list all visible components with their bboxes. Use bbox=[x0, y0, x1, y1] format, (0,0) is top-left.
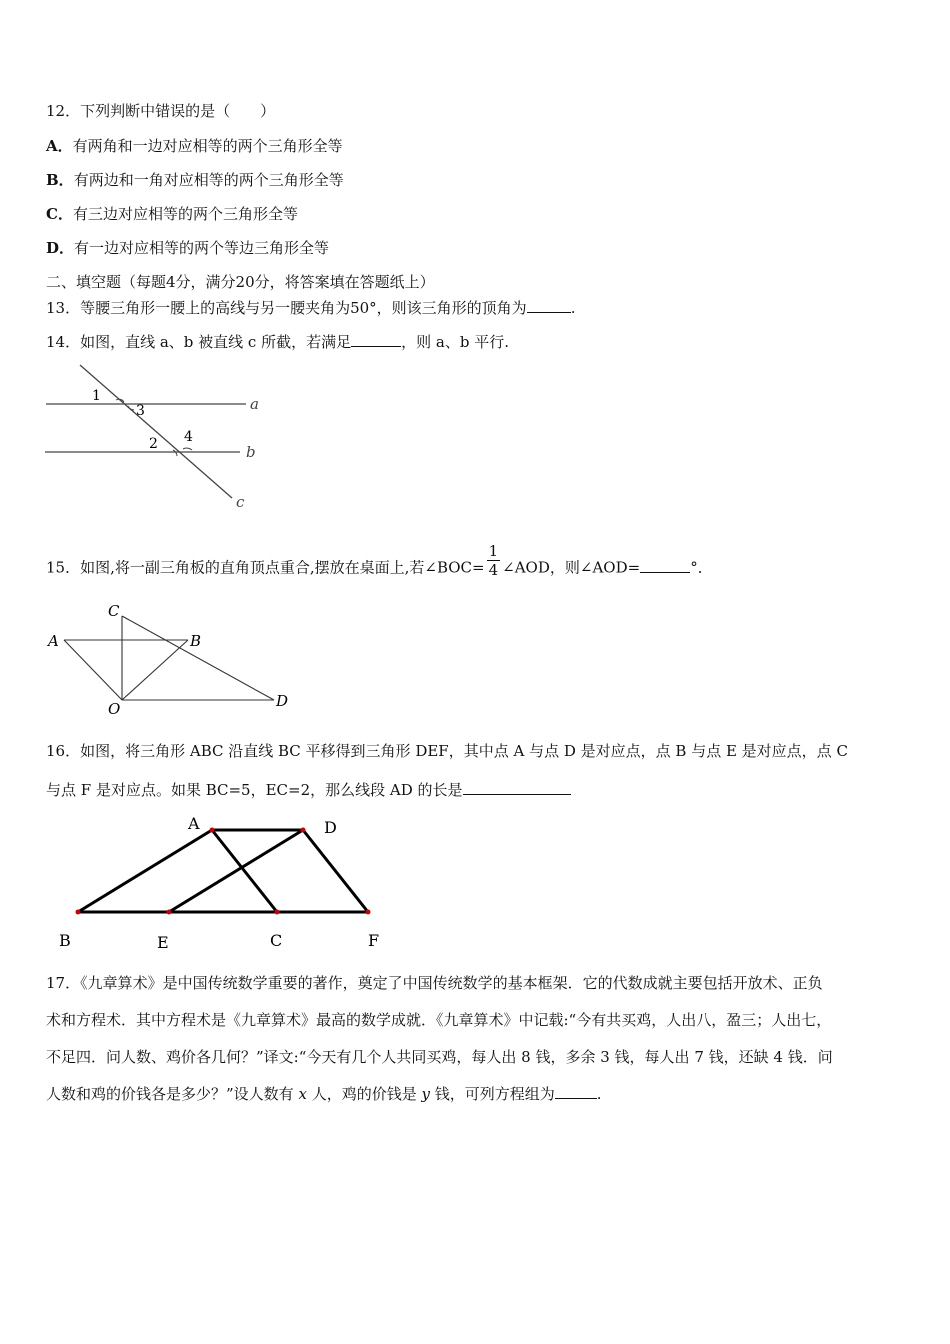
q17-text-b: 人，鸡的价钱是 bbox=[306, 1085, 422, 1103]
option-text: 有两边和一角对应相等的两个三角形全等 bbox=[73, 171, 344, 189]
point-label-c: C bbox=[270, 931, 283, 950]
q14-text-after: ，则 a、b 平行. bbox=[401, 333, 509, 351]
question-14 bbox=[46, 332, 509, 352]
line-label-a: a bbox=[250, 395, 259, 413]
q14-text-before: 14．如图，直线 a、b 被直线 c 所截，若满足 bbox=[46, 333, 352, 351]
angle-label-2: 2 bbox=[149, 436, 158, 452]
option-text: 有一边对应相等的两个等边三角形全等 bbox=[74, 239, 330, 257]
question-17-line-1: 17．《九章算术》是中国传统数学重要的著作，奠定了中国传统数学的基本框架．它的代数成就主要包括开放术、正负 bbox=[46, 974, 823, 992]
question-16-line-1: 16．如图，将三角形 ABC 沿直线 BC 平移得到三角形 DEF，其中点 A 与点 D 是对应点，点 B 与点 E 是对应点，点 C bbox=[46, 742, 848, 760]
question-17-line-4 bbox=[46, 1084, 602, 1104]
q12-option-a bbox=[46, 136, 343, 156]
q17-text-c: 钱，可列方程组为 bbox=[429, 1085, 555, 1103]
line-label-c: c bbox=[236, 493, 245, 511]
question-13 bbox=[46, 298, 575, 318]
option-text: 有三边对应相等的两个三角形全等 bbox=[72, 205, 298, 223]
question-12-stem: 12．下列判断中错误的是（ ） bbox=[46, 102, 276, 120]
point-label-c: C bbox=[108, 602, 120, 620]
line-c bbox=[80, 365, 232, 498]
answer-blank bbox=[527, 298, 571, 313]
q14-figure bbox=[40, 360, 280, 524]
q12-option-c bbox=[46, 204, 298, 224]
point-label-o: O bbox=[108, 700, 121, 718]
q12-option-d bbox=[46, 238, 329, 258]
question-17-line-2: 术和方程术．其中方程术是《九章算术》最高的数学成就．《九章算术》中记载:“今有共买鸡，人出八，盈三；人出七， bbox=[46, 1011, 832, 1029]
point-label-e: E bbox=[157, 933, 169, 952]
q13-text: 13．等腰三角形一腰上的高线与另一腰夹角为50°，则该三角形的顶角为 bbox=[46, 299, 527, 317]
fraction-numerator: 1 bbox=[488, 542, 499, 560]
answer-blank bbox=[555, 1084, 597, 1099]
q12-option-b bbox=[46, 170, 344, 190]
q13-end: . bbox=[570, 299, 576, 317]
angle-label-4: 4 bbox=[184, 429, 193, 445]
answer-blank bbox=[463, 780, 571, 795]
q16-figure bbox=[50, 810, 400, 959]
question-17-line-3: 不足四．问人数、鸡价各几何？”译文:“今天有几个人共同买鸡，每人出 8 钱，多余 3 钱，每人出 7 钱，还缺 4 钱．问 bbox=[46, 1048, 833, 1066]
variable-x: x bbox=[298, 1085, 307, 1103]
variable-y: y bbox=[421, 1085, 430, 1103]
section-heading: 二、填空题（每题4分，满分20分，将答案填在答题纸上） bbox=[46, 273, 435, 291]
point-label-d: D bbox=[276, 692, 289, 710]
answer-blank bbox=[640, 558, 690, 573]
line-label-b: b bbox=[246, 443, 256, 461]
q16-text: 与点 F 是对应点。如果 BC=5，EC=2，那么线段 AD 的长是 bbox=[46, 781, 463, 799]
question-15 bbox=[46, 542, 713, 587]
q17-text-a: 人数和鸡的价钱各是多少？”设人数有 bbox=[46, 1085, 299, 1103]
q15-text-after: °． bbox=[690, 558, 713, 577]
q17-end: . bbox=[596, 1085, 602, 1103]
angle-label-1: 1 bbox=[92, 388, 101, 404]
point-label-a: A bbox=[188, 814, 200, 833]
point-label-b: B bbox=[59, 931, 71, 950]
point-label-d: D bbox=[324, 818, 337, 837]
point-label-f: F bbox=[368, 931, 380, 950]
answer-blank bbox=[351, 332, 401, 347]
q15-text-before: 15．如图,将一副三角板的直角顶点重合,摆放在桌面上,若∠BOC= bbox=[46, 558, 485, 577]
option-text: 有两角和一边对应相等的两个三角形全等 bbox=[72, 137, 343, 155]
option-letter: B． bbox=[46, 171, 74, 189]
option-letter: A． bbox=[46, 137, 73, 155]
q15-figure bbox=[44, 598, 304, 722]
question-16-line-2 bbox=[46, 780, 571, 800]
fraction bbox=[487, 542, 501, 579]
angle-label-3: 3 bbox=[136, 403, 145, 419]
option-letter: C． bbox=[46, 205, 73, 223]
point-label-b: B bbox=[190, 632, 202, 650]
point-label-a: A bbox=[48, 632, 59, 650]
option-letter: D． bbox=[46, 239, 75, 257]
fraction-denominator: 4 bbox=[488, 561, 499, 579]
q15-text-mid: ∠AOD，则∠AOD= bbox=[502, 558, 641, 577]
